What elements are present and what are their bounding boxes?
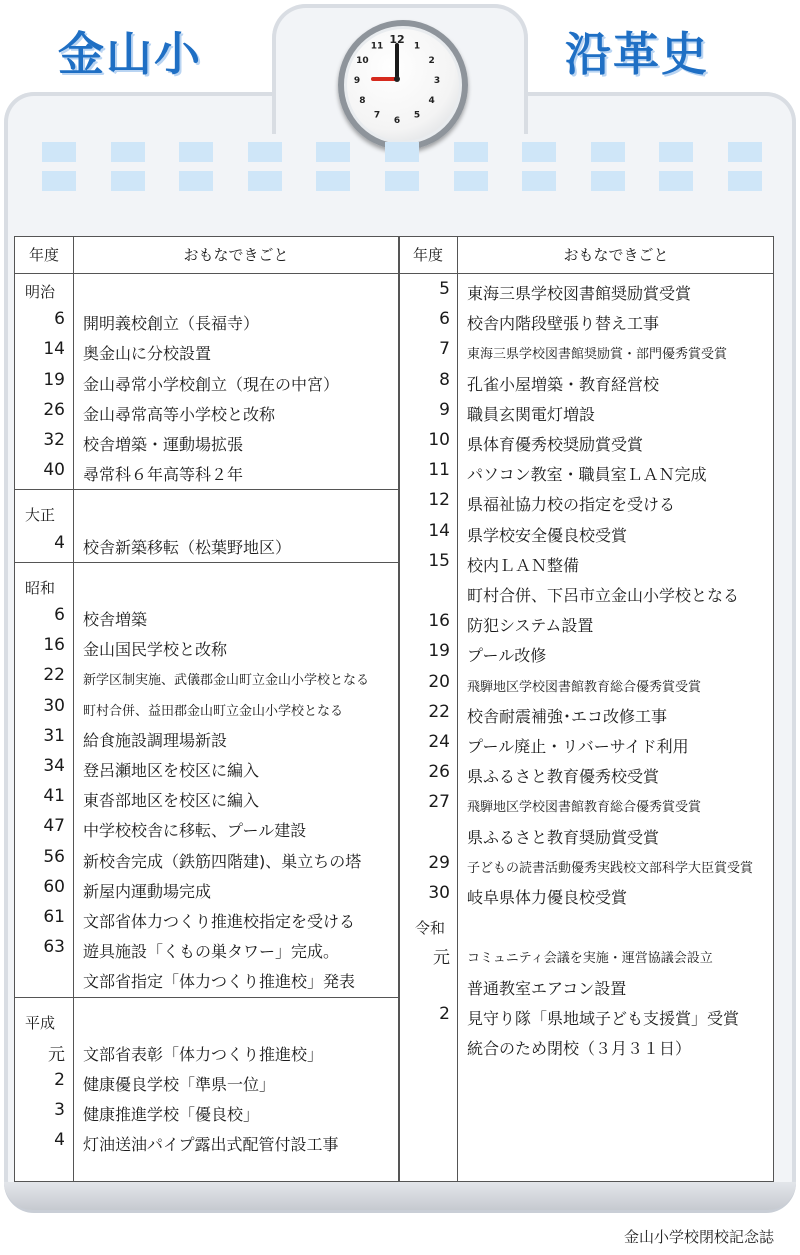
event-cell: コミュニティ会議を実施・運営協議会設立 <box>467 951 713 967</box>
decorative-tile <box>42 171 76 191</box>
event-cell: 登呂瀬地区を校区に編入 <box>83 761 260 780</box>
year-cell: 34 <box>43 756 65 776</box>
year-cell: 10 <box>428 430 450 450</box>
year-cell: 31 <box>43 725 65 746</box>
year-cell: 19 <box>428 641 450 662</box>
event-cell: 統合のため閉校（３月３１日） <box>467 1039 692 1058</box>
decorative-tile <box>659 171 693 191</box>
year-cell: 6 <box>54 309 65 330</box>
era-label: 昭和 <box>25 578 56 597</box>
year-cell: 2 <box>439 1003 450 1024</box>
year-cell: 56 <box>43 846 65 867</box>
event-cell: 校舎増築・運動場拡張 <box>83 435 244 454</box>
year-cell: 61 <box>43 907 65 927</box>
event-cell: 健康推進学校「優良校」 <box>83 1105 260 1125</box>
event-cell: 東沓部地区を校区に編入 <box>83 791 260 811</box>
svg-text:5: 5 <box>413 110 421 121</box>
event-cell: 県学校安全優良校受賞 <box>467 525 628 545</box>
decorative-tile <box>316 171 350 191</box>
event-cell: 尋常科６年高等科２年 <box>83 465 244 485</box>
header-event-right: おもなできごと <box>563 246 669 264</box>
decorative-tile <box>659 142 693 162</box>
event-cell: 健康優良学校「準県一位」 <box>83 1075 276 1094</box>
era-divider <box>15 997 399 998</box>
header-event-left: おもなできごと <box>183 246 289 264</box>
year-cell: 47 <box>43 816 65 837</box>
decorative-tile <box>522 171 556 191</box>
era-divider <box>15 489 399 490</box>
event-cell: 飛騨地区学校図書館教育総合優秀賞受賞 <box>467 800 702 816</box>
decorative-tile <box>728 142 762 162</box>
event-cell: 町村合併、下呂市立金山小学校となる <box>467 586 740 605</box>
svg-text:4: 4 <box>428 96 435 106</box>
era-label: 明治 <box>25 283 56 301</box>
year-cell: 41 <box>43 786 65 807</box>
year-cell: 19 <box>43 369 65 390</box>
event-cell: 県福祉協力校の指定を受ける <box>467 495 676 515</box>
event-cell: 校舎内階段壁張り替え工事 <box>467 314 660 334</box>
event-cell: 金山尋常小学校創立（現在の中宮） <box>83 374 340 394</box>
decorative-tiles <box>42 142 762 200</box>
event-cell: プール廃止・リバーサイド利用 <box>467 737 689 756</box>
decorative-tile <box>42 142 76 162</box>
decorative-tile <box>728 171 762 191</box>
event-cell: 岐阜県体力優良校受賞 <box>467 888 628 907</box>
event-cell: 新学区制実施、武儀郡金山町立金山小学校となる <box>83 673 370 689</box>
decorative-tile <box>248 171 282 191</box>
event-cell: 防犯システム設置 <box>467 616 594 636</box>
event-cell: 新校舎完成（鉄筋四階建)、巣立ちの塔 <box>83 851 362 871</box>
decorative-tile <box>179 142 213 162</box>
year-cell: 8 <box>439 369 450 390</box>
header-year-left: 年度 <box>28 246 59 264</box>
footer-publication: 金山小学校閉校記念誌 <box>623 1228 774 1246</box>
year-cell: 24 <box>428 732 450 752</box>
year-cell: 4 <box>54 532 65 553</box>
year-cell: 11 <box>428 460 450 481</box>
title-school-name: 金山小 <box>58 27 202 81</box>
event-cell: 校舎耐震補強･エコ改修工事 <box>467 706 668 726</box>
event-cell: 文部省体力つくり推進校指定を受ける <box>83 912 356 931</box>
title-history: 沿革史 <box>565 27 709 81</box>
year-cell: 14 <box>428 520 450 541</box>
event-cell: 孔雀小屋増築・教育経営校 <box>467 374 660 394</box>
event-cell: 校舎新築移転（松葉野地区） <box>83 537 292 557</box>
header-year-right: 年度 <box>412 246 443 264</box>
year-cell: 16 <box>43 635 65 656</box>
decorative-tile <box>385 142 419 162</box>
decorative-tile <box>454 171 488 191</box>
decorative-tile <box>248 142 282 162</box>
event-cell: 灯油送油パイプ露出式配管付設工事 <box>83 1135 339 1155</box>
year-cell: 5 <box>439 279 450 299</box>
era-label: 大正 <box>25 506 56 525</box>
decorative-tile <box>316 142 350 162</box>
year-cell: 30 <box>43 695 65 716</box>
event-cell: 町村合併、益田郡金山町立金山小学校となる <box>83 703 344 719</box>
year-cell: 元 <box>433 948 450 969</box>
year-cell: 63 <box>43 937 65 958</box>
event-cell: 開明義校創立（長福寺） <box>83 314 260 334</box>
svg-text:2: 2 <box>428 56 435 66</box>
decorative-tile <box>522 142 556 162</box>
year-cell: 7 <box>439 339 450 360</box>
era-label: 平成 <box>25 1013 56 1032</box>
year-cell: 40 <box>43 460 65 481</box>
year-cell: 16 <box>428 611 450 632</box>
event-cell: 職員玄関電灯増設 <box>467 404 596 424</box>
year-cell: 26 <box>43 399 65 420</box>
event-cell: 校内ＬＡＮ整備 <box>467 555 580 575</box>
year-cell: 14 <box>43 339 65 360</box>
event-cell: プール改修 <box>467 646 547 666</box>
svg-text:9: 9 <box>353 76 361 86</box>
svg-text:10: 10 <box>356 56 369 66</box>
event-cell: 新屋内運動場完成 <box>83 881 212 901</box>
decorative-tile <box>179 171 213 191</box>
history-table <box>14 236 774 1182</box>
year-cell: 2 <box>54 1070 65 1090</box>
year-cell: 元 <box>48 1044 65 1065</box>
event-cell: 県ふるさと教育奨励賞受賞 <box>467 827 660 847</box>
svg-text:12: 12 <box>389 33 405 46</box>
event-cell: 普通教室エアコン設置 <box>467 978 627 998</box>
year-cell: 6 <box>54 605 65 625</box>
svg-text:1: 1 <box>413 41 421 52</box>
svg-text:8: 8 <box>359 96 366 106</box>
year-cell: 32 <box>43 430 65 450</box>
event-cell: 給食施設調理場新設 <box>83 730 228 750</box>
year-cell: 30 <box>428 883 450 903</box>
year-cell: 60 <box>43 876 65 897</box>
decorative-tile <box>591 171 625 191</box>
header-divider <box>15 273 773 274</box>
year-cell: 12 <box>428 490 450 511</box>
era-divider <box>15 562 399 563</box>
decorative-tile <box>591 142 625 162</box>
year-cell: 22 <box>43 665 65 686</box>
event-cell: 金山国民学校と改称 <box>83 640 228 660</box>
year-cell: 15 <box>428 550 450 571</box>
svg-text:3: 3 <box>433 76 441 86</box>
year-cell: 22 <box>428 701 450 722</box>
event-cell: 東海三県学校図書館奨励賞受賞 <box>467 284 692 303</box>
svg-text:7: 7 <box>373 110 381 121</box>
event-cell: 東海三県学校図書館奨励賞・部門優秀賞受賞 <box>467 347 728 363</box>
event-cell: 中学校校舎に移転、プール建設 <box>83 821 307 841</box>
event-cell: 奥金山に分校設置 <box>83 344 212 364</box>
decorative-tile <box>385 171 419 191</box>
year-cell: 3 <box>54 1100 65 1121</box>
year-cell: 27 <box>428 792 450 813</box>
event-cell: パソコン教室・職員室ＬＡＮ完成 <box>467 465 707 485</box>
event-cell: 文部省指定「体力つくり推進校」発表 <box>83 972 356 992</box>
event-cell: 県ふるさと教育優秀校受賞 <box>467 767 660 787</box>
svg-text:11: 11 <box>370 41 384 52</box>
decorative-tile <box>111 171 145 191</box>
event-cell: 遊具施設「くもの巣タワー」完成。 <box>83 942 340 962</box>
event-cell: 金山尋常高等小学校と改称 <box>83 404 276 424</box>
svg-text:6: 6 <box>393 116 401 126</box>
year-cell: 29 <box>428 852 450 873</box>
year-cell: 4 <box>54 1130 65 1151</box>
year-cell: 26 <box>428 762 450 783</box>
decorative-tile <box>454 142 488 162</box>
event-cell: 県体育優秀校奨励賞受賞 <box>467 435 644 454</box>
year-cell: 20 <box>428 671 450 692</box>
event-cell: 文部省表彰「体力つくり推進校」 <box>83 1044 324 1064</box>
event-cell: 校舎増築 <box>83 610 148 629</box>
year-cell: 6 <box>439 309 450 330</box>
event-cell: 子どもの読書活動優秀実践校文部科学大臣賞受賞 <box>467 860 754 876</box>
clock-icon <box>338 20 468 150</box>
event-cell: 飛騨地区学校図書館教育総合優秀賞受賞 <box>467 679 702 695</box>
decorative-tile <box>111 142 145 162</box>
event-cell: 見守り隊「県地域子ども支援賞」受賞 <box>467 1008 740 1028</box>
year-cell: 9 <box>439 399 450 420</box>
era-label: 令和 <box>415 919 446 938</box>
